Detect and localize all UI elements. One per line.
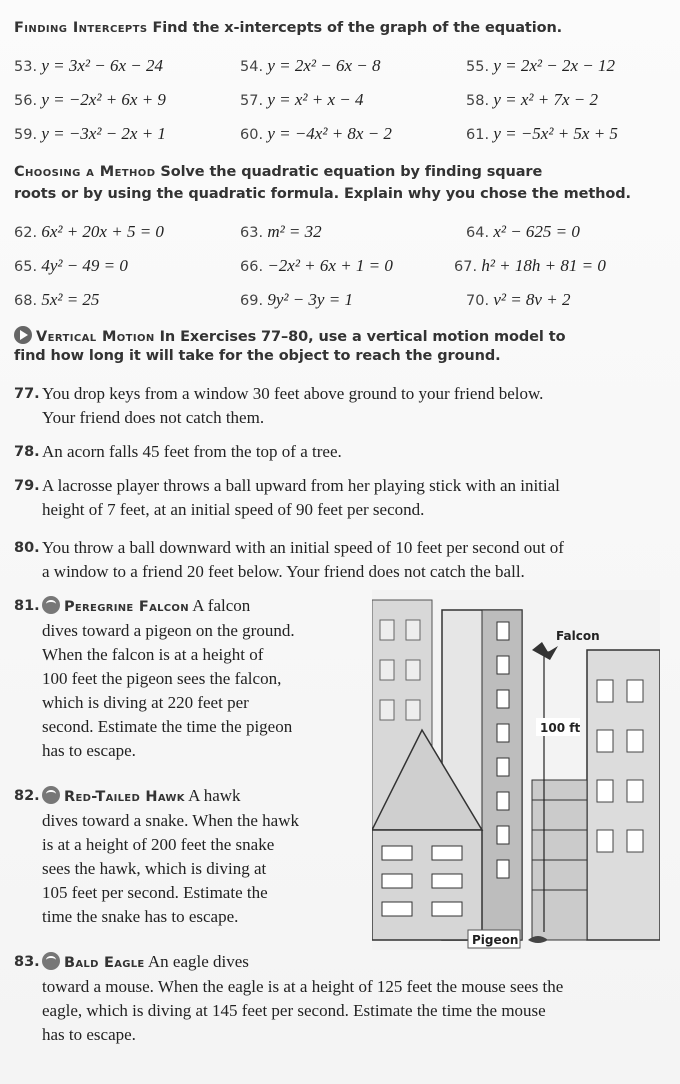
section1-header <box>14 20 562 36</box>
problem-69: 69. 9y² − 3y = 1 <box>240 290 353 309</box>
hawk-icon <box>42 786 60 804</box>
problem-67: 67. h² + 18h + 81 = 0 <box>454 256 606 275</box>
problem-60: 60. y = −4x² + 8x − 2 <box>240 124 392 143</box>
problem-59: 59. y = −3x² − 2x + 1 <box>14 124 166 143</box>
textbook-page: Finding Intercepts Find the x-intercepts of the graph of the equation. 53. y = 3x² − 6x − 24 54. y = 2x² − 6x − 8 55. y = 2x² − 2x − 12 56. y = −2x² + 6x + 9 57. y = x² + x − 4 58. y = x² + 7x − 2 59. y = −3x² − 2x + 1 60. y = −4x² + 8x − 2 61. y = −5x² + 5x + 5 Choosing a Method Solve the quadratic equation by finding square roots or by using the quadratic formula. Explain why you chose the method. 62. 6x² + 20x + 5 = 0 63. m² = 32 64. x² − 625 = 0 65. 4y² − 49 = 0 66. −2x² + 6x + 1 = 0 67. h² + 18h + 81 = 0 68. 5x² = 25 69. 9y² − 3y = 1 70. v² = 8v + 2 Vertical Motion In Exercises 77–80, use a vertical motion model to find how long it will take for the object to reach the ground. 77. You drop keys from a window 30 feet above ground to your friend below. Your friend does not catch them. 78. An acorn falls 45 feet from the top of a tree. 79. A lacrosse player throws a ball upward from her playing stick with an initial height of 7 feet, at an initial speed of 90 feet per second. 80. You throw a ball downward with an initial speed of 10 feet per second out of a window to a friend 20 feet below. Your friend does not catch the ball. 81. Peregrine Falcon A falcon dives toward a pigeon on the ground. When the falcon is at a height of 100 feet the pigeon sees the falcon, which is diving at 220 feet per second. Estimate the time the pigeon has to escape. 82. Red-Tailed Hawk A hawk dives toward a snake. When the hawk is at a height of 200 feet the snake sees the hawk, which is diving at 105 feet per second. Estimate the time the snake has to escape. 83. Bald Eagle An eagle dives toward a mouse. When the eagle is at a height of 125 feet the mouse sees the eagle, which is diving at 145 feet per second. Estimate the time the mouse has to escape. 100 ft Falcon Pigeon <box>0 0 680 1084</box>
problem-54: 54. y = 2x² − 6x − 8 <box>240 56 381 75</box>
section3-header <box>14 326 565 345</box>
problem-56: 56. y = −2x² + 6x + 9 <box>14 90 166 109</box>
problem-57: 57. y = x² + x − 4 <box>240 90 364 109</box>
section2-heading: Choosing a Method <box>14 164 156 180</box>
problem-55: 55. y = 2x² − 2x − 12 <box>466 56 615 75</box>
problem-61: 61. y = −5x² + 5x + 5 <box>466 124 618 143</box>
section1-instruction: Find the x-intercepts of the graph of the equation. <box>152 20 563 36</box>
falcon-label: Falcon <box>556 629 600 643</box>
height-label: 100 ft <box>540 721 581 735</box>
section2-instruction-2: roots or by using the quadratic formula. Explain why you chose the method. <box>14 186 631 202</box>
problem-65: 65. 4y² − 49 = 0 <box>14 256 128 275</box>
section2-instruction-1: Solve the quadratic equation by finding square <box>160 164 543 180</box>
pigeon-label: Pigeon <box>472 933 519 947</box>
section2-header <box>14 164 542 180</box>
falcon-icon <box>42 596 60 614</box>
problem-53: 53. y = 3x² − 6x − 24 <box>14 56 163 75</box>
problem-62: 62. 6x² + 20x + 5 = 0 <box>14 222 164 241</box>
section1-heading: Finding Intercepts <box>14 20 148 36</box>
eagle-icon <box>42 952 60 970</box>
problem-64: 64. x² − 625 = 0 <box>466 222 580 241</box>
building-illustration <box>372 590 660 950</box>
problem-58: 58. y = x² + 7x − 2 <box>466 90 598 109</box>
section3-instruction-1: In Exercises 77–80, use a vertical motion model to <box>159 329 566 345</box>
problem-68: 68. 5x² = 25 <box>14 290 100 309</box>
section3-heading: Vertical Motion <box>36 329 155 345</box>
section3-instruction-2: find how long it will take for the object to reach the ground. <box>14 348 501 364</box>
problem-70: 70. v² = 8v + 2 <box>466 290 571 309</box>
problem-66: 66. −2x² + 6x + 1 = 0 <box>240 256 393 275</box>
problem-63: 63. m² = 32 <box>240 222 322 241</box>
application-arrow-icon <box>14 326 32 344</box>
